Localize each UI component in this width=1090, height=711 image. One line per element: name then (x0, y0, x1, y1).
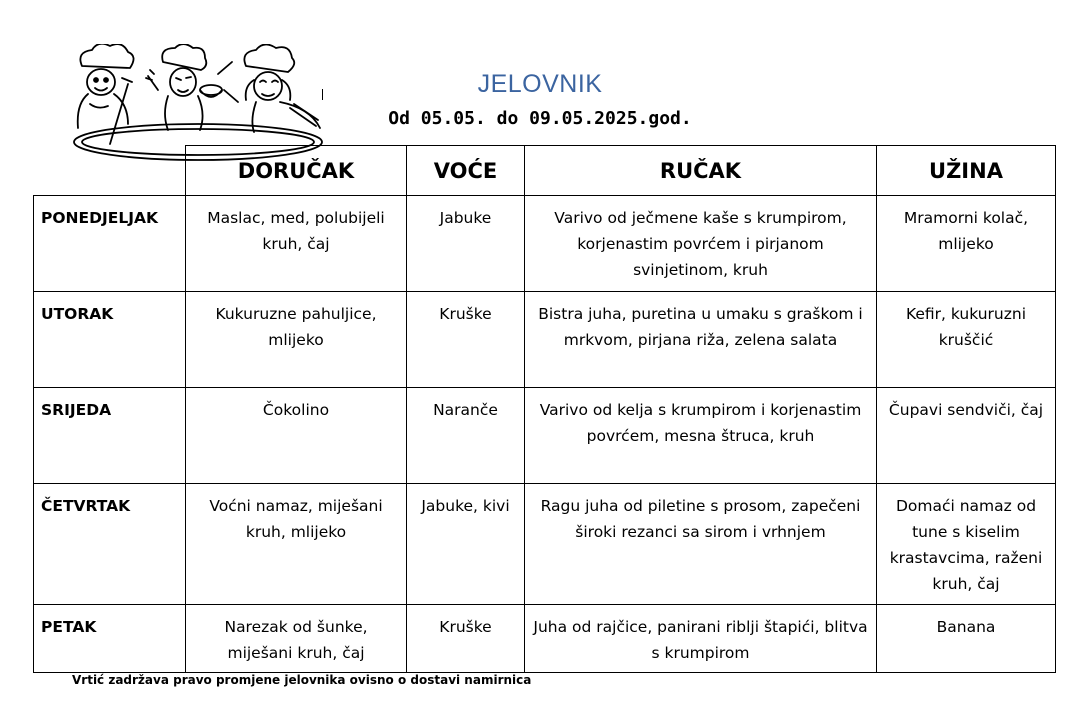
column-header-voce: VOĆE (407, 146, 525, 196)
day-label: UTORAK (34, 292, 186, 388)
dorucak-cell: Narezak od šunke, miješani kruh, čaj (186, 605, 407, 673)
day-label: PETAK (34, 605, 186, 673)
footer-note: Vrtić zadržava pravo promjene jelovnika ovisno o dostavi namirnica (72, 673, 532, 687)
table-row (34, 388, 1056, 484)
day-label: SRIJEDA (34, 388, 186, 484)
rucak-cell: Bistra juha, puretina u umaku s graškom i mrkvom, pirjana riža, zelena salata (525, 292, 877, 388)
dorucak-cell: Voćni namaz, miješani kruh, mlijeko (186, 484, 407, 605)
rucak-cell: Varivo od kelja s krumpirom i korjenastim povrćem, mesna štruca, kruh (525, 388, 877, 484)
voce-cell: Naranče (407, 388, 525, 484)
day-label: PONEDJELJAK (34, 196, 186, 292)
voce-cell: Jabuke (407, 196, 525, 292)
table-row (34, 196, 1056, 292)
uzina-cell: Banana (877, 605, 1056, 673)
voce-cell: Jabuke, kivi (407, 484, 525, 605)
rucak-cell: Varivo od ječmene kaše s krumpirom, korjenastim povrćem i pirjanom svinjetinom, kruh (525, 196, 877, 292)
uzina-cell: Domaći namaz od tune s kiselim krastavcima, raženi kruh, čaj (877, 484, 1056, 605)
voce-cell: Kruške (407, 292, 525, 388)
rucak-cell: Ragu juha od piletine s prosom, zapečeni široki rezanci sa sirom i vrhnjem (525, 484, 877, 605)
column-header-dorucak: DORUČAK (186, 146, 407, 196)
menu-table (33, 145, 1056, 673)
dorucak-cell: Čokolino (186, 388, 407, 484)
table-header-row (34, 146, 1056, 196)
column-header-uzina: UŽINA (877, 146, 1056, 196)
uzina-cell: Čupavi sendviči, čaj (877, 388, 1056, 484)
table-row (34, 605, 1056, 673)
table-row (34, 484, 1056, 605)
uzina-cell: Mramorni kolač, mlijeko (877, 196, 1056, 292)
page-title: JELOVNIK (477, 70, 603, 98)
text-cursor-mark (322, 89, 323, 100)
dorucak-cell: Maslac, med, polubijeli kruh, čaj (186, 196, 407, 292)
day-label: ČETVRTAK (34, 484, 186, 605)
uzina-cell: Kefir, kukuruzni kruščić (877, 292, 1056, 388)
voce-cell: Kruške (407, 605, 525, 673)
menu-period: Od 05.05. do 09.05.2025.god. (388, 108, 692, 129)
table-row (34, 292, 1056, 388)
dorucak-cell: Kukuruzne pahuljice, mlijeko (186, 292, 407, 388)
column-header-rucak: RUČAK (525, 146, 877, 196)
header-corner-cell (34, 146, 186, 196)
rucak-cell: Juha od rajčice, panirani riblji štapići, blitva s krumpirom (525, 605, 877, 673)
